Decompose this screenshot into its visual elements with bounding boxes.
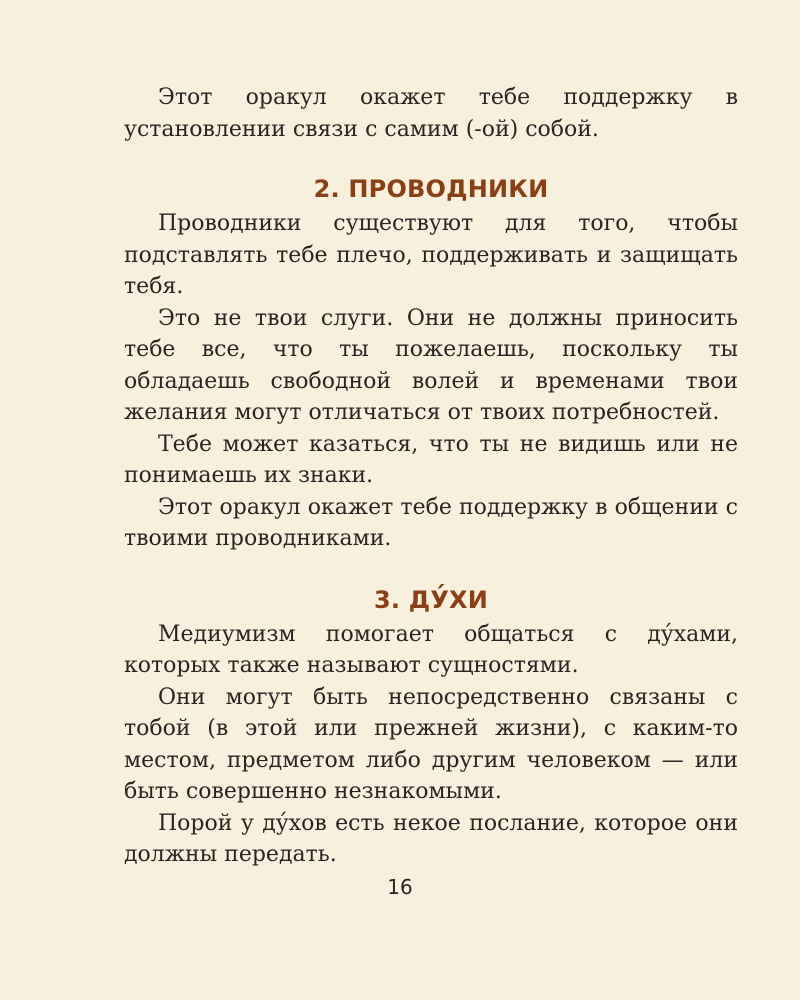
section-2-paragraph-3: Тебе может казаться, что ты не видишь или не понимаешь их знаки. bbox=[124, 431, 738, 488]
intro-paragraph: Этот оракул окажет тебе поддержку в установлении связи с самим (-ой) собой. bbox=[124, 85, 738, 142]
section-heading-guides: 2. ПРОВОДНИКИ bbox=[313, 175, 549, 203]
section-2-paragraph-4: Этот оракул окажет тебе поддержку в общении с твоими проводниками. bbox=[124, 494, 738, 551]
section-2-paragraph-2: Это не твои слуги. Они не должны приносить тебе все, что ты пожелаешь, поскольку ты обладаешь свободной волей и временами твои желания могут отличаться от твоих потребностей. bbox=[124, 305, 738, 425]
section-heading-spirits: 3. ДУ́ХИ bbox=[373, 585, 489, 614]
page-number: 16 bbox=[387, 875, 413, 899]
section-3-paragraph-3: Порой у ду́хов есть некое послание, которое они должны передать. bbox=[124, 810, 738, 867]
section-2-paragraph-1: Проводники существуют для того, чтобы подставлять тебе плечо, поддерживать и защищать тебя. bbox=[124, 211, 738, 299]
section-3-paragraph-1: Медиумизм помогает общаться с ду́хами, которых также называют сущностями. bbox=[124, 621, 738, 678]
section-3-paragraph-2: Они могут быть непосредственно связаны с тобой (в этой или прежней жизни), с каким-то местом, предметом либо другим человеком — или быть совершенно незнакомыми. bbox=[124, 684, 738, 804]
page-content bbox=[124, 82, 738, 871]
